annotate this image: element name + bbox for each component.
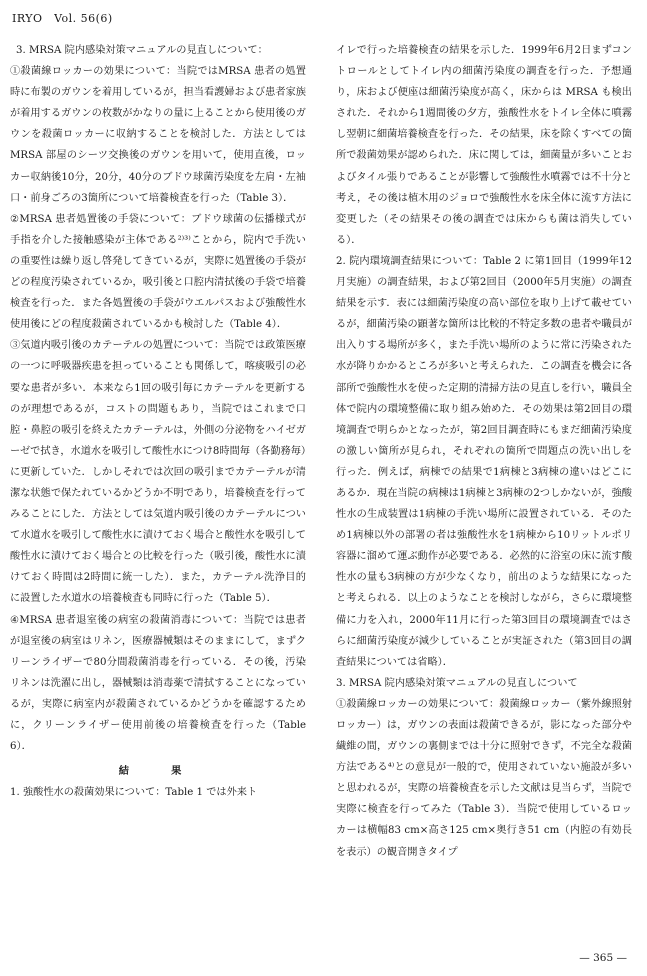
section-heading: 3. MRSA 院内感染対策マニュアルの見直しについて： bbox=[16, 45, 268, 56]
paragraph: 2. 院内環境調査結果について：Table 2 に第1回目（1999年12月実施）の調査結果，および第2回目（2000年5月実施）の調査結果を示す．表には細菌汚染度の高い部位を取り上げて載せているが，細菌汚染の顕著な箇所は比較的不特定多数の患者や職員が出入りする場所が多く，また手洗い場所のように常に汚染された水が降りかかるところが多いと考えられた．この調査を機会に各部所で強酸性水を使った定期的清掃方法の見直しを行い，職員全体で院内の環境整備に取り組み始めた．その効果は第2回目の環境調査で明らかとなったが，第2回目調査時にもまだ細菌汚染度の激しい箇所が見られ，それぞれの箇所で問題点の洗い出しを行った．例えば，病棟での結果で1病棟と3病棟の違いはどこにあるか．現在当院の病棟は1病棟と3病棟の2つしかないが，強酸性水の生成装置は1病棟の手洗い場所に設置されている．そのため1病棟以外の部署の者は強酸性水を1病棟から10リットルポリ容器に溜めて運ぶ動作が必要である．必然的に浴室の床に流す酸性水の量も3病棟の方が少なくなり，前出のような結果になったと考えられる．以上のようなことを検討しながら，さらに環境整備に力を入れ，2000年11月に行った第3回目の環境調査ではさらに細菌汚染度が減少していることが実証された（第3回目の調査結果については省略）． bbox=[336, 255, 632, 668]
paragraph: ④MRSA 患者退室後の病室の殺菌消毒について：当院では患者が退室後の病室はリネン，医療器械類はそのままにして，まずクリーンライザーで80分間殺菌消毒を行っている．その後，汚染リネンは洗濯に出し，器械類は消毒薬で清拭することになっているが，実際に病室内が殺菌されているかどうかを確認するために，クリーンライザー使用前後の培養検査を行った（Table 6）． bbox=[10, 614, 306, 753]
paragraph: ②MRSA 患者処置後の手袋について：ブドウ球菌の伝播様式が手指を介した接触感染が主体である²⁾³⁾ことから，院内で手洗いの重要性は繰り返し啓発してきているが，実際に処置後の手袋がどの程度汚染されているか，吸引後と口腔内清拭後の手袋で培養検査を行った．また各処置後の手袋がウエルパスおよび強酸性水使用後にどの程度殺菌されているかも検討した（Table 4）． bbox=[10, 213, 306, 331]
paragraph: ③気道内吸引後のカテーテルの処置について：当院では政策医療の一つに呼吸器疾患を担っていることも関係して，喀痰吸引の必要な患者が多い．本来なら1回の吸引毎にカテーテルを更新するのが理想であるが，コストの問題もあり，当院ではこれまで口腔・鼻腔の吸引を終えたカテーテルは，外側の分泌物をハイゼガーゼで拭き，水道水を吸引して酸性水につけ8時間毎（各勤務毎）に更新していた．しかしそれでは次回の吸引までカテーテルが清潔な状態で保たれているかどうか不明であり，培養検査を行ってみることにした．方法としては気道内吸引後のカテーテルについて水道水を吸引して酸性水に漬けておく場合と酸性水を吸引して酸性水に漬けておく場合との比較を行った（吸引後，酸性水に漬けておく時間は2時間に統一した）．また，カテーテル洗浄目的に設置した水道水の培養検査も同時に行った（Table 5）． bbox=[10, 340, 306, 605]
left-column bbox=[10, 40, 306, 803]
paragraph: ①殺菌線ロッカーの効果について：当院ではMRSA 患者の処置時に布製のガウンを着用しているが，担当看護婦および患者家族が着用するガウンの枚数がかなりの量に上ることから使用後のガウンを殺菌ロッカーに収納することを検討した．方法としてはMRSA 部屋のシーツ交換後のガウンを用いて，使用直後，ロッカー収納後10分，20分，40分のブドウ球菌汚染度を左肩・左袖口・前身ごろの3箇所について培養検査を行った（Table 3）． bbox=[10, 66, 306, 204]
section-heading: 3. MRSA 院内感染対策マニュアルの見直しについて bbox=[336, 677, 578, 689]
results-heading: 結 果 bbox=[118, 765, 198, 778]
page-number: — 365 — bbox=[579, 952, 627, 964]
right-column bbox=[336, 40, 632, 863]
paragraph: 1. 強酸性水の殺菌効果について：Table 1 では外来ト bbox=[10, 787, 258, 799]
paragraph: イレで行った培養検査の結果を示した．1999年6月2日まずコントロールとしてトイレ内の細菌汚染度の調査を行った．予想通り，床および便座は細菌汚染度が高く，床からは MRSA も検出された．それから1週間後の夕方，強酸性水をトイレ全体に噴霧し翌朝に細菌培養検査を行った．その結果，床を除くすべての箇所で殺菌効果が認められた．床に関しては，細菌量が多いことおよびタイル張りであることが影響して強酸性水噴霧では不十分と考え，その後は植木用のジョロで強酸性水を床全体に流す方法に変更した（その結果その後の調査では床からも菌は消失している）． bbox=[336, 45, 632, 246]
running-header: IRYO Vol. 56(6) bbox=[12, 12, 113, 25]
paragraph: ①殺菌線ロッカーの効果について：殺菌線ロッカー（紫外線照射ロッカー）は，ガウンの表面は殺菌できるが，影になった部分や繊維の間，ガウンの裏側までは十分に照射できず，不完全な殺菌方法である⁴⁾との意見が一般的で，使用されていない施設が多いと思われるが，実際の培養検査を示した文献は見当らず，当院で実際に検査を行ってみた（Table 3）．当院で使用しているロッカーは横幅83 cm×高さ125 cm×奥行き51 cm（内腔の有効長を表示）の観音開きタイプ bbox=[336, 698, 632, 858]
